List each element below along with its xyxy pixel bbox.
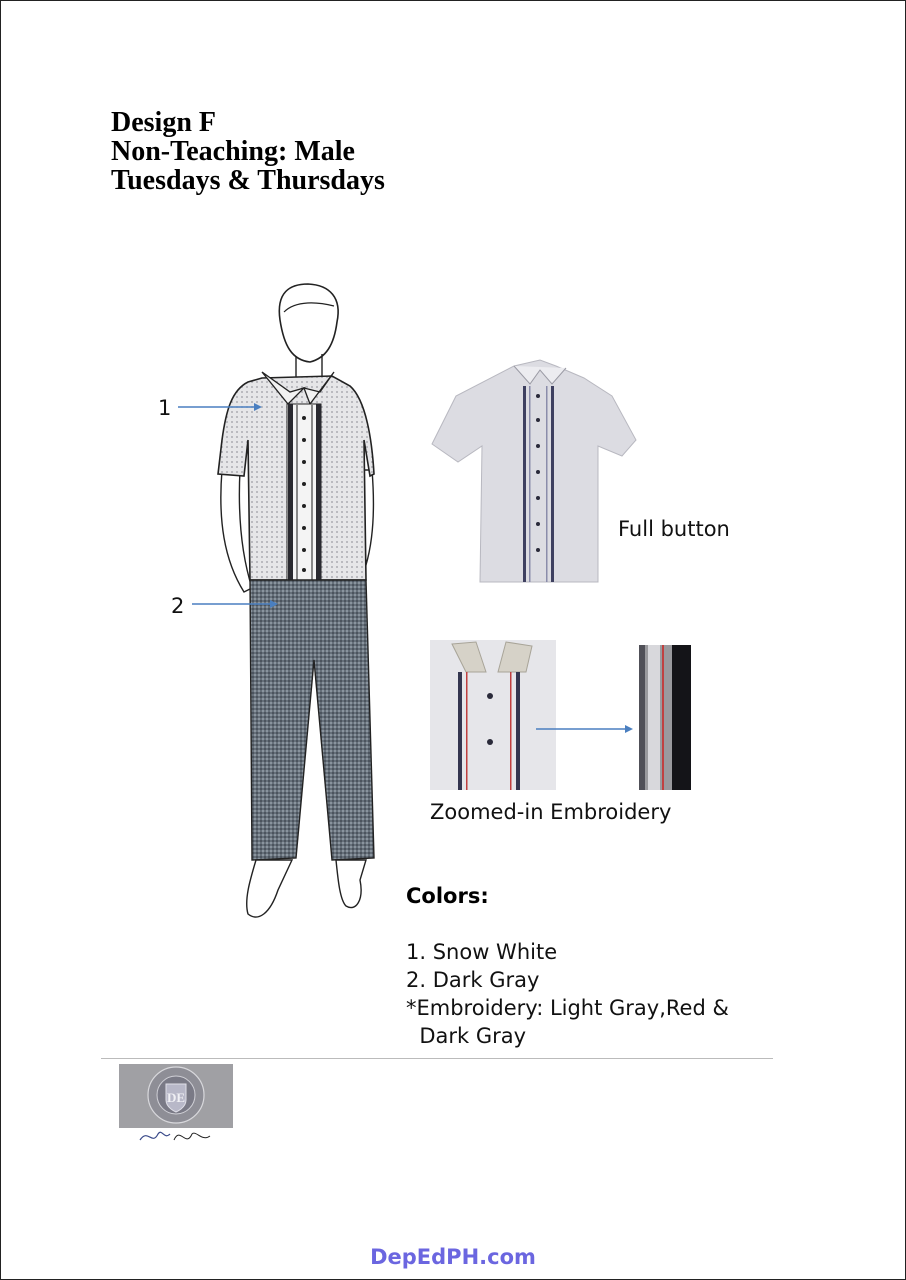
svg-text:DE: DE — [166, 1090, 186, 1105]
callout-1-label: 1 — [158, 396, 172, 420]
color-item-1: 1. Snow White — [406, 940, 558, 964]
design-title: Design F — [111, 107, 216, 138]
zoom-caption: Zoomed-in Embroidery — [430, 800, 672, 824]
color-item-4: Dark Gray — [406, 1024, 527, 1048]
footer-site[interactable]: DepEdPH.com — [370, 1245, 536, 1269]
days-title: Tuesdays & Thursdays — [111, 165, 385, 196]
color-item-3: *Embroidery: Light Gray,Red & — [406, 996, 729, 1020]
color-item-2: 2. Dark Gray — [406, 968, 540, 992]
category-title: Non-Teaching: Male — [111, 136, 355, 167]
full-button-caption: Full button — [618, 517, 730, 541]
callout-2-label: 2 — [171, 594, 185, 618]
colors-heading: Colors: — [406, 884, 489, 908]
